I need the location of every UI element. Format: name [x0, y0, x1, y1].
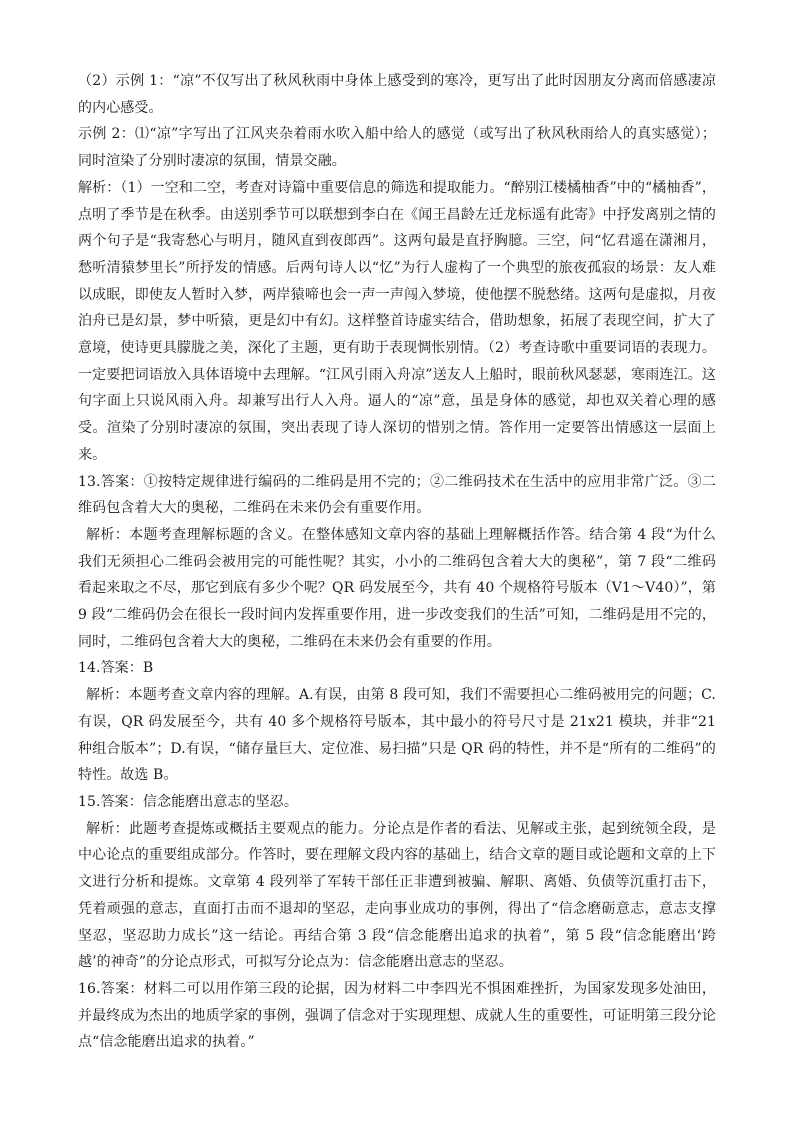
analysis-paragraph: 解析：本题考查文章内容的理解。A.有误，由第 8 段可知，我们不需要担心二维码被用完的问题；C.有误，QR 码发展至今，共有 40 多个规格符号版本，其中最小的符号尺寸是 21x21 模块，并非“21 种组合版本”；D.有误，“储存量巨大、定位准、易扫描”只是 QR 码的特性，并不是“所有的二维码”的特性。故选 B。 [78, 687, 716, 784]
analysis-paragraph: 解析：本题考查理解标题的含义。在整体感知文章内容的基础上理解概括作答。结合第 4 段“为什么我们无须担心二维码会被用完的可能性呢？其实，小小的二维码包含着大大的奥秘”，第 7 段“二维码看起来取之不尽，那它到底有多少个呢？QR 码发展至今，共有 40 个规格符号版本（V1～V40）”，第 9 段“二维码仍会在很长一段时间内发挥重要作用，进一步改变我们的生活”可知，二维码是用不完的，同时，二维码包含着大大的奥秘，二维码在未来仍会有重要的作用。 [78, 526, 716, 650]
answer-paragraph: 示例 2：⑴“凉”字写出了江风夹杂着雨水吹入船中给人的感觉（或写出了秋风秋雨给人的真实感觉）；同时渲染了分别时凄凉的氛围，情景交融。 [78, 126, 716, 170]
answer-paragraph: 15.答案：信念能磨出意志的坚忍。 [78, 793, 298, 810]
analysis-paragraph: 解析：此题考查提炼或概括主要观点的能力。分论点是作者的看法、见解或主张，起到统领全段，是中心论点的重要组成部分。作答时，要在理解文段内容的基础上，结合文章的题目或论题和文章的上下文进行分析和提炼。文章第 4 段列举了军转干部任正非遭到被骗、解职、离婚、负债等沉重打击下，凭着顽强的意志，直面打击而不退却的坚忍，走向事业成功的事例，得出了“信念磨砺意志，意志支撑坚忍，坚忍助力成长”这一结论。再结合第 3 段“信念能磨出追求的执着”，第 5 段“信念能磨出‘跨越’的神奇”的分论点形式，可拟写分论点为：信念能磨出意志的坚忍。 [78, 820, 716, 971]
answer-paragraph: 14.答案：B [78, 660, 154, 677]
analysis-paragraph: 解析：（1）一空和二空，考查对诗篇中重要信息的筛选和提取能力。“醉别江楼橘柚香”中的“橘柚香”，点明了季节是在秋季。由送别季节可以联想到李白在《闻王昌龄左迁龙标遥有此寄》中抒发离别之情的两个句子是“我寄愁心与明月，随风直到夜郎西”。这两句最是直抒胸臆。三空，问“忆君遥在潇湘月，愁听清猿梦里长”所抒发的情感。后两句诗人以“忆”为行人虚构了一个典型的旅夜孤寂的场景：友人难以成眠，即使友人暂时入梦，两岸猿啼也会一声一声闯入梦境，使他摆不脱愁绪。这两句是虚拟，月夜泊舟已是幻景，梦中听猿，更是幻中有幻。这样整首诗虚实结合，借助想象，拓展了表现空间，扩大了意境，使诗更具朦胧之美，深化了主题，更有助于表现惆怅别情。（2）考查诗歌中重要词语的表现力。一定要把词语放入具体语境中去理解。“江风引雨入舟凉”送友人上船时，眼前秋风瑟瑟，寒雨连江。这句字面上只说风雨入舟。却兼写出行人入舟。逼人的“凉”意，虽是身体的感觉，却也双关着心理的感受。渲染了分别时凄凉的氛围，突出表现了诗人深切的惜别之情。答作用一定要答出情感这一层面上来。 [78, 179, 716, 463]
answer-paragraph: （2）示例 1：“凉”不仅写出了秋风秋雨中身体上感受到的寒冷，更写出了此时因朋友分离而倍感凄凉的内心感受。 [78, 73, 716, 116]
answer-paragraph: 13.答案：①按特定规律进行编码的二维码是用不完的；②二维码技术在生活中的应用非常广泛。③二维码包含着大大的奥秘，二维码在未来仍会有重要作用。 [78, 473, 716, 517]
answer-paragraph: 16.答案：材料二可以用作第三段的论据，因为材料二中李四光不惧困难挫折，为国家发现多处油田，并最终成为杰出的地质学家的事例，强调了信念对于实现理想、成就人生的重要性，可证明第三段分论点“信念能磨出追求的执着。” [78, 980, 716, 1051]
document-page [78, 68, 716, 1056]
